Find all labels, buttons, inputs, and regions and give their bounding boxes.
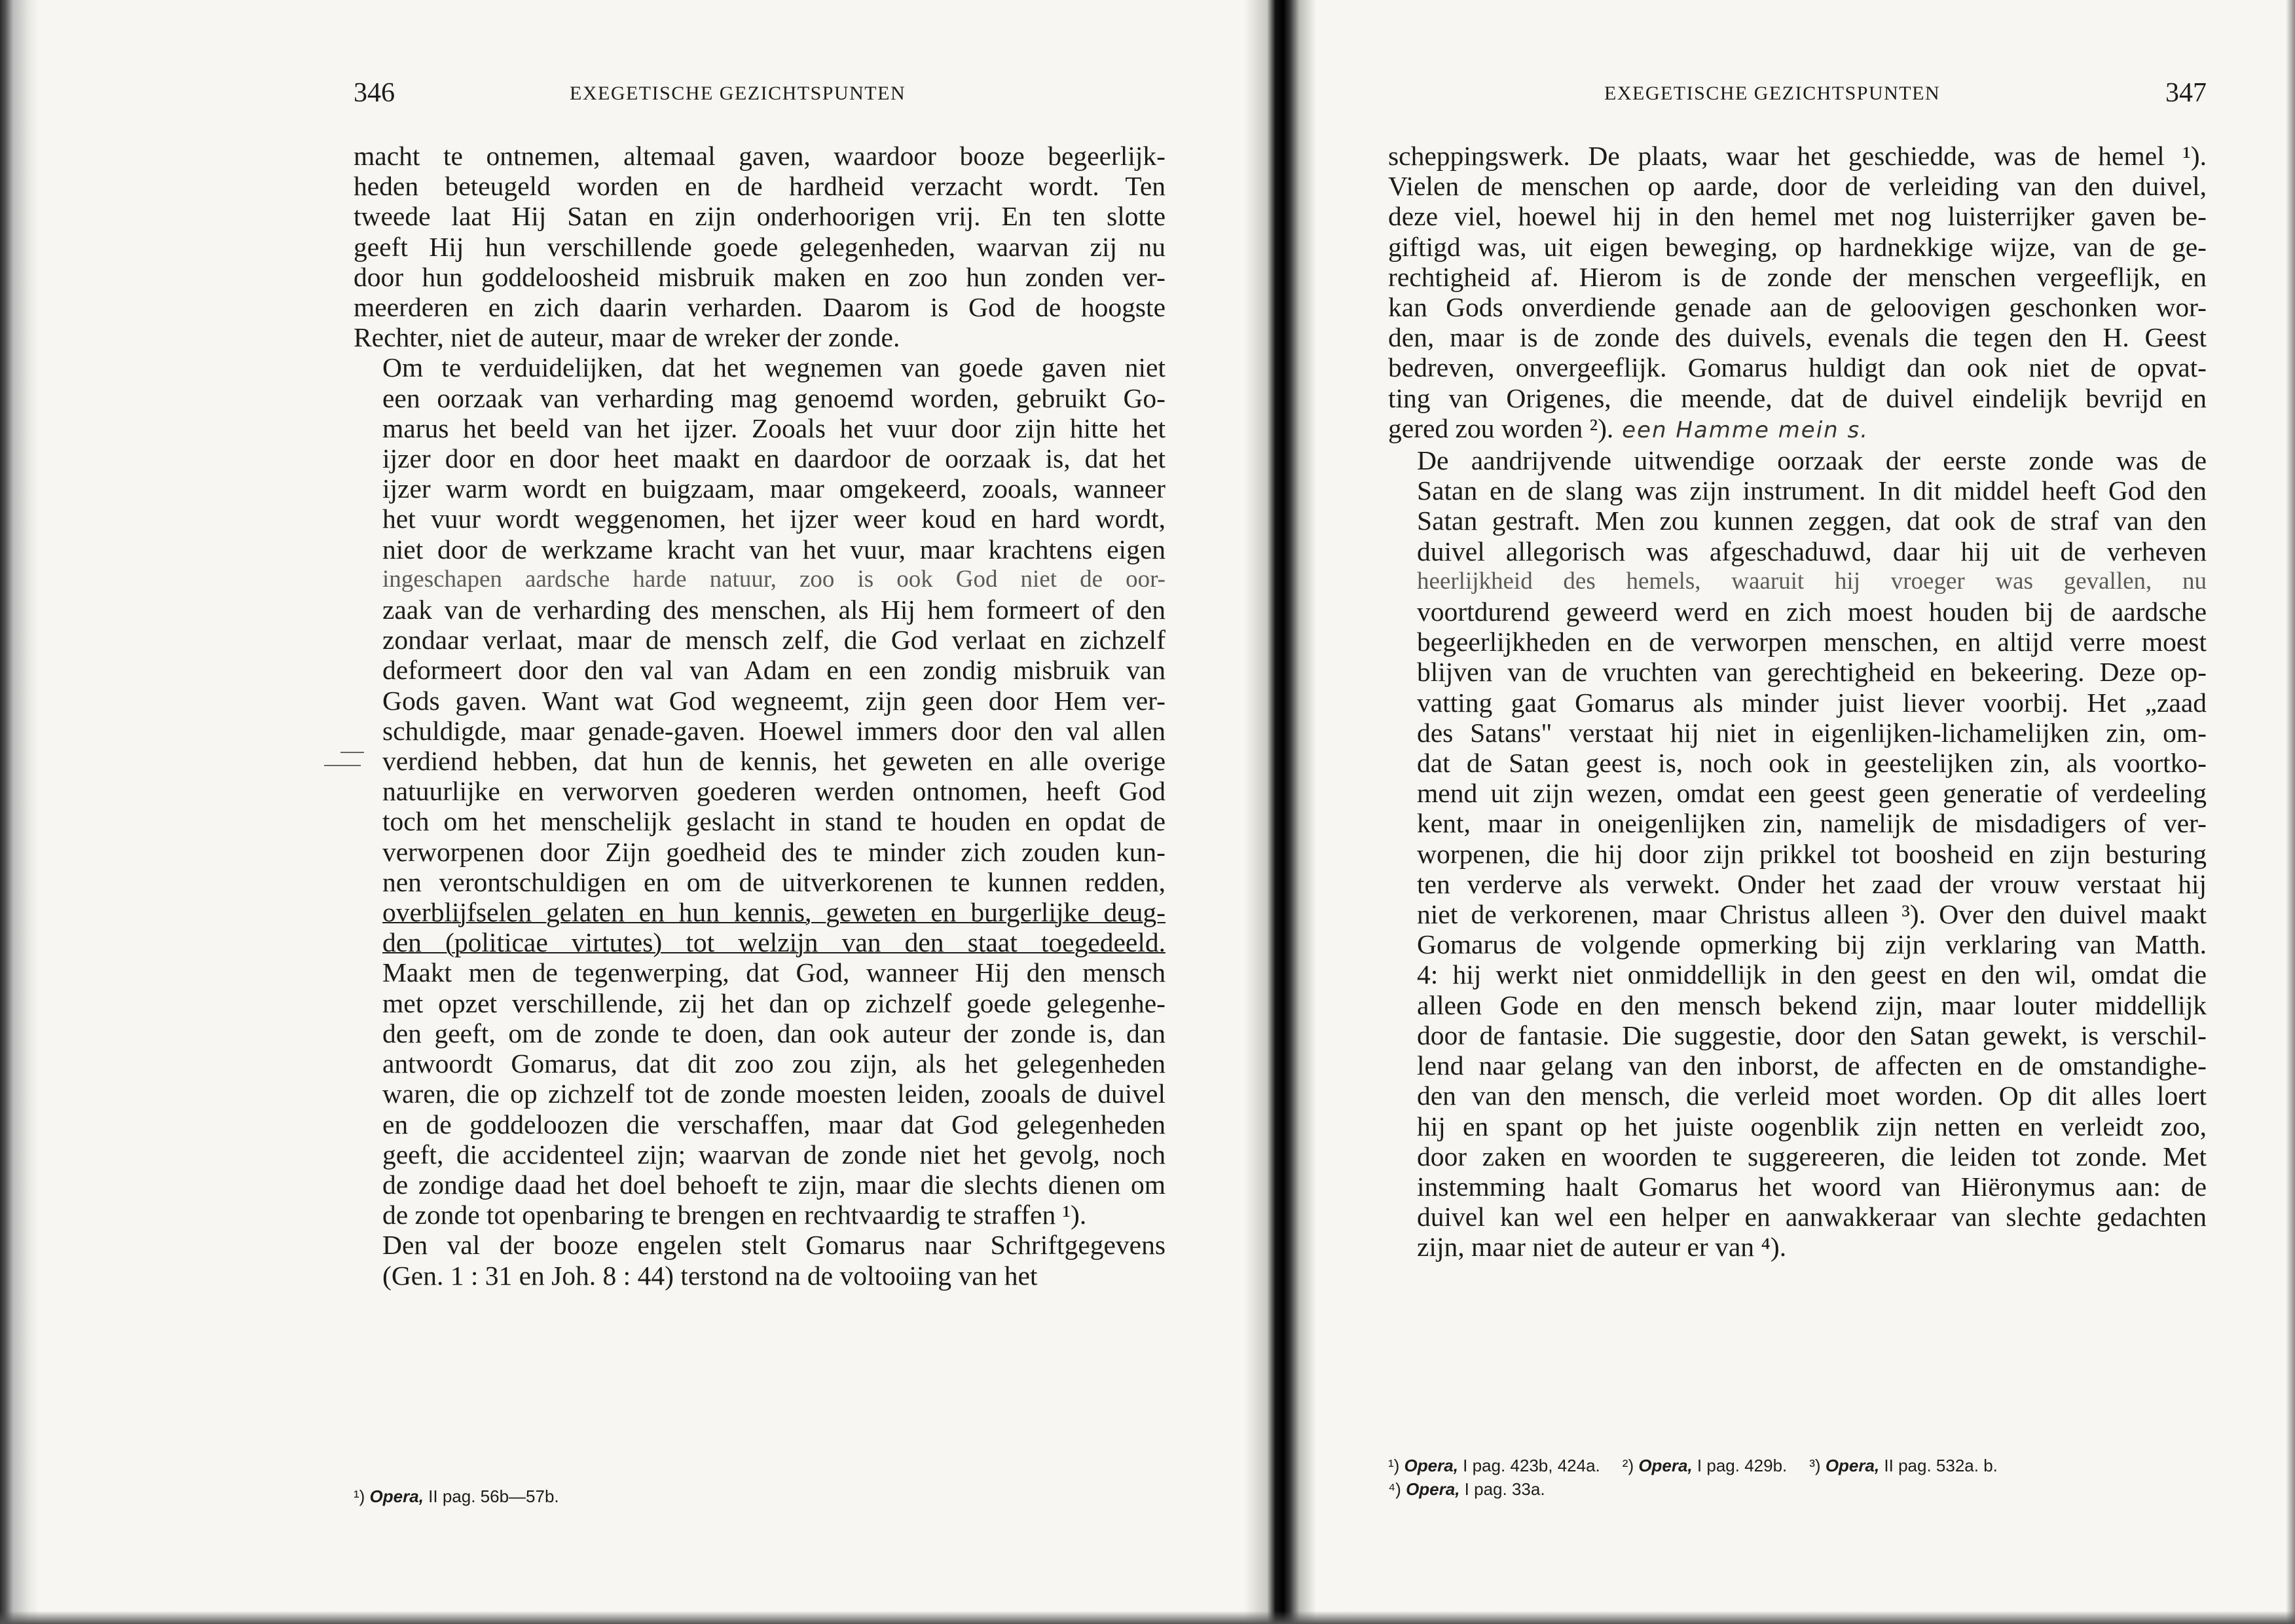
footnote-reference: I pag. 429b.: [1692, 1456, 1788, 1475]
text-line: het vuur wordt weggenomen, het ijzer weer koud en hard wordt,: [382, 504, 1166, 534]
footnote: [354, 1486, 559, 1506]
text-line: geeft Hij hun verschillende goede gelegenheden, waarvan zij nu: [354, 231, 1166, 262]
page-number: 346: [354, 78, 395, 108]
text-line: niet de verkorenen, maar Christus alleen ³). Over den duivel maakt: [1417, 899, 2207, 930]
text-line: Maakt men de tegenwerping, dat God, wanneer Hij den mensch: [382, 957, 1166, 988]
footnote-reference: I pag. 423b, 424a.: [1458, 1456, 1600, 1475]
text-line: deze viel, hoewel hij in den hemel met nog luisterrijker gaven be-: [1388, 201, 2207, 232]
text-line: Gods gaven. Want wat God wegneemt, zijn geen door Hem ver-: [382, 685, 1166, 716]
text-line: Gomarus de volgende opmerking bij zijn verklaring van Matth.: [1417, 929, 2207, 960]
page-number: 347: [2165, 78, 2207, 108]
text-line: Satan gestraft. Men zou kunnen zeggen, dat ook de straf van den: [1417, 506, 2207, 536]
book-gutter: [1244, 0, 1316, 1624]
right-page: [1388, 0, 2207, 1624]
text-line: duivel allegorisch was afgeschaduwd, daar hij uit de verheven: [1417, 536, 2207, 566]
handwritten-annotation: een Hamme mein s.: [1613, 416, 1869, 443]
text-line: instemming haalt Gomarus het woord van Hiëronymus aan: de: [1417, 1171, 2207, 1202]
footnote: [1623, 1456, 1787, 1475]
footnote-source: Opera,: [1638, 1456, 1693, 1475]
text-line: Den val der booze engelen stelt Gomarus naar Schriftgegevens: [382, 1230, 1166, 1261]
paragraph: [354, 141, 1166, 352]
footnote-row: [1388, 1454, 2207, 1477]
text-line: Rechter, niet de auteur, maar de wreker der zonde.: [354, 322, 900, 353]
text-line: schuldigde, maar genade-gaven. Hoewel immers door den val allen: [382, 715, 1166, 746]
text-line: scheppingswerk. De plaats, waar het geschiedde, was de hemel ¹).: [1388, 141, 2207, 171]
text-line: een oorzaak van verharding mag genoemd worden, gebruikt Go-: [382, 382, 1166, 413]
text-line: bedreven, onvergeeflijk. Gomarus huldigt dan ook niet de opvat-: [1388, 352, 2207, 383]
text-line: vatting gaat Gomarus als minder juist liever voorbij. Het „zaad: [1417, 687, 2207, 718]
text-line: Vielen de menschen op aarde, door de verleiding van den duivel,: [1388, 171, 2207, 202]
footnotes: [1388, 1454, 2207, 1501]
footnote-mark: ¹): [354, 1486, 370, 1506]
footnote: [1388, 1479, 1545, 1499]
text-line: door hun goddeloosheid misbruik maken en zoo hun zonden ver-: [354, 261, 1166, 292]
text-line: voortdurend geweerd werd en zich moest houden bij de aardsche: [1417, 597, 2207, 627]
text-line: antwoordt Gomarus, dat dit zoo zou zijn, als het gelegenheden: [382, 1048, 1166, 1079]
left-page: [354, 0, 1166, 1624]
text-line: dat de Satan geest is, noch ook in geestelijken zin, als voortko-: [1417, 748, 2207, 779]
text-line: zaak van de verharding des menschen, als Hij hem formeert of den: [382, 595, 1166, 625]
text-line: meerderen en zich daarin verharden. Daarom is God de hoogste: [354, 292, 1166, 323]
paragraph: [354, 1230, 1166, 1290]
paragraph: [1388, 141, 2207, 445]
text-line: des Satans" verstaat hij niet in eigenlijken-lichamelijken zin, om-: [1417, 717, 2207, 748]
running-head: [354, 77, 1166, 117]
text-line: alleen Gode en den mensch bekend zijn, maar louter middellijk: [1417, 989, 2207, 1020]
text-line: natuurlijke en verworven goederen werden ontnomen, heeft God: [382, 776, 1166, 807]
text-line: ingeschapen aardsche harde natuur, zoo is ook God niet de oor-: [382, 565, 1166, 593]
text-line: rechtigheid af. Hierom is de zonde der menschen vergeeflijk, en: [1388, 261, 2207, 292]
text-line: kent, maar in oneigenlijken zin, namelijk de misdadigers of ver-: [1417, 808, 2207, 839]
paragraph: [1388, 445, 2207, 1262]
text-line: tweede laat Hij Satan en zijn onderhoorigen vrij. En ten slotte: [354, 201, 1166, 232]
text-line: mend uit zijn wezen, omdat een geest geen generatie of verdeeling: [1417, 778, 2207, 809]
text-line: verworpenen door Zijn goedheid des te minder zich zouden kun-: [382, 836, 1166, 867]
text-line: heden beteugeld worden en de hardheid verzacht wordt. Ten: [354, 171, 1166, 202]
footnote-mark: ²): [1622, 1456, 1639, 1475]
footnote-source: Opera,: [369, 1486, 424, 1506]
text-line: den (politicae virtutes) tot welzijn van den staat toegedeeld.: [382, 927, 1166, 958]
text-line: hij en spant op het juiste oogenblik zijn netten en verleidt zoo,: [1417, 1111, 2207, 1141]
running-head: [1388, 77, 2207, 117]
text-line: zondaar verlaat, maar de mensch zelf, die God verlaat en zichzelf: [382, 625, 1166, 655]
footnote-source: Opera,: [1404, 1456, 1458, 1475]
margin-pencil-mark: [324, 765, 361, 766]
text-line: Om te verduidelijken, dat het wegnemen van goede gaven niet: [382, 352, 1166, 383]
footnote: [1809, 1456, 1998, 1475]
running-head-title: EXEGETISCHE GEZICHTSPUNTEN: [1604, 83, 1941, 104]
text-line: kan Gods onverdiende genade aan de geloovigen geschonken wor-: [1388, 292, 2207, 323]
text-line: nen verontschuldigen en om de uitverkorenen te kunnen redden,: [382, 866, 1166, 897]
footnote: [1388, 1456, 1600, 1475]
text-line: ten verderve als verwekt. Onder het zaad der vrouw verstaat hij: [1417, 868, 2207, 899]
footnote-row: [354, 1485, 1166, 1508]
text-line: worpenen, die hij door zijn prikkel tot boosheid en zijn besturing: [1417, 838, 2207, 869]
text-line: waren, die op zichzelf tot de zonde moesten leiden, zooals de duivel: [382, 1079, 1166, 1109]
text-line: den, maar is de zonde des duivels, evenals die tegen den H. Geest: [1388, 322, 2207, 353]
body-text: [1388, 141, 2207, 1263]
footnote-list: [1388, 1454, 2207, 1501]
text-line: deformeert door den val van Adam en een zondig misbruik van: [382, 655, 1166, 686]
footnote-mark: ³): [1809, 1456, 1826, 1475]
text-line: en de goddeloozen die verschaffen, maar dat God gelegenheden: [382, 1109, 1166, 1139]
text-line: de zonde tot openbaring te brengen en rechtvaardig te straffen ¹).: [382, 1200, 1087, 1230]
footnote-mark: ⁴): [1388, 1479, 1406, 1499]
scan-edge-shadow-right: [2286, 0, 2295, 1624]
text-line: met opzet verschillende, zij het dan op zichzelf goede gelegenhe-: [382, 987, 1166, 1018]
footnote-reference: II pag. 56b—57b.: [423, 1486, 559, 1506]
text-line: 4: hij werkt niet onmiddellijk in den geest en den wil, omdat die: [1417, 959, 2207, 990]
text-line: De aandrijvende uitwendige oorzaak der eerste zonde was de: [1417, 445, 2207, 476]
footnote-list: [354, 1485, 1166, 1508]
text-line: verdiend hebben, dat hun de kennis, het geweten en alle overige: [382, 746, 1166, 777]
text-line: blijven van de vruchten van gerechtigheid en bekeering. Deze op-: [1417, 657, 2207, 688]
text-line: (Gen. 1 : 31 en Joh. 8 : 44) terstond na de voltooiing van het: [382, 1260, 1038, 1291]
text-line: giftigd was, uit eigen beweging, op hardnekkige wijze, van de ge-: [1388, 231, 2207, 262]
text-line: den van den mensch, die verleid moet worden. Op dit alles loert: [1417, 1080, 2207, 1111]
footnote-reference: II pag. 532a. b.: [1879, 1456, 1998, 1475]
text-line: zijn, maar niet de auteur er van ⁴).: [1417, 1232, 1787, 1263]
text-line: gered zou worden ²). een Hamme mein s.: [1388, 413, 1869, 443]
footnotes: [354, 1485, 1166, 1508]
footnote-source: Opera,: [1406, 1479, 1460, 1499]
text-line: ijzer warm wordt en buigzaam, maar omgekeerd, zooals, wanneer: [382, 473, 1166, 504]
text-line: begeerlijkheden en de verworpen menschen, en altijd verre moest: [1417, 627, 2207, 657]
text-line: niet door de werkzame kracht van het vuur, maar krachtens eigen: [382, 534, 1166, 564]
scan-edge-shadow: [0, 0, 39, 1624]
text-line: overblijfselen gelaten en hun kennis, geweten en burgerlijke deug-: [382, 897, 1166, 928]
text-line: marus het beeld van het ijzer. Zooals het vuur door zijn hitte het: [382, 413, 1166, 443]
text-line: de zondige daad het doel behoeft te zijn, maar die slechts dienen om: [382, 1169, 1166, 1200]
text-line: door zaken en woorden te suggereeren, die leiden tot zonde. Met: [1417, 1141, 2207, 1172]
text-line: den geeft, om de zonde te doen, dan ook auteur der zonde is, dan: [382, 1018, 1166, 1048]
paragraph: [354, 352, 1166, 1230]
footnote-source: Opera,: [1825, 1456, 1880, 1475]
text-line: ijzer door en door heet maakt en daardoor de oorzaak is, dat het: [382, 443, 1166, 474]
footnote-mark: ¹): [1388, 1456, 1405, 1475]
text-line: macht te ontnemen, altemaal gaven, waardoor booze begeerlijk-: [354, 141, 1166, 171]
text-line: toch om het menschelijk geslacht in stand te houden en opdat de: [382, 806, 1166, 837]
text-line: duivel kan wel een helper en aanwakkeraar van slechte gedachten: [1417, 1202, 2207, 1232]
margin-pencil-mark: [340, 752, 364, 753]
body-text: [354, 141, 1166, 1291]
running-head-title: EXEGETISCHE GEZICHTSPUNTEN: [570, 83, 906, 104]
text-line: geeft, die accidenteel zijn; waarvan de zonde niet het gevolg, noch: [382, 1139, 1166, 1170]
text-line: lend naar gelang van den inborst, de affecten en de omstandighe-: [1417, 1050, 2207, 1081]
text-line: ting van Origenes, die meende, dat de duivel eindelijk bevrijd en: [1388, 382, 2207, 413]
text-line: heerlijkheid des hemels, waaruit hij vroeger was gevallen, nu: [1417, 567, 2207, 595]
text-line: door de fantasie. Die suggestie, door den Satan gewekt, is verschil-: [1417, 1020, 2207, 1050]
footnote-row: [1388, 1477, 2207, 1501]
footnote-reference: I pag. 33a.: [1460, 1479, 1545, 1499]
text-line: Satan en de slang was zijn instrument. In dit middel heeft God den: [1417, 475, 2207, 506]
